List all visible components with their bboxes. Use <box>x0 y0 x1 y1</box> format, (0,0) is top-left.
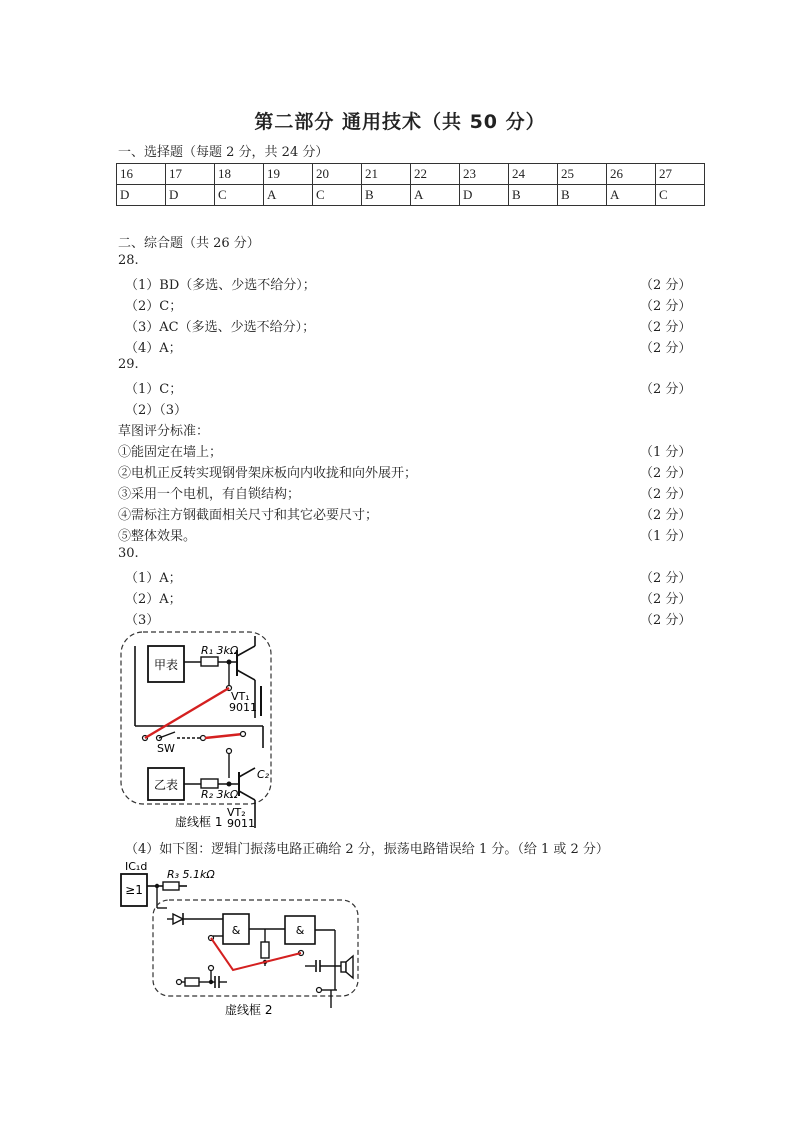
circuit-diagram-2 <box>115 858 365 1023</box>
vt1-label: VT₁ <box>231 690 250 703</box>
answer-line: （1）BD（多选、少选不给分）； <box>125 278 316 293</box>
answer-line: （1）C； <box>125 382 183 397</box>
score-label: （2 分） <box>640 571 692 586</box>
figure1-caption: 虚线框 1 <box>175 815 223 829</box>
answer-cell: A <box>411 185 460 206</box>
answer-line: 29. <box>118 357 139 372</box>
question-number: 21 <box>362 164 411 185</box>
question-number: 26 <box>607 164 656 185</box>
and-gate-2-label: & <box>295 924 305 937</box>
answer-cell: A <box>264 185 313 206</box>
red-wire <box>265 953 301 962</box>
answer-cell: D <box>117 185 166 206</box>
r1-label: R₁ 3kΩ <box>201 644 239 657</box>
section2-heading: 二、综合题（共 26 分） <box>118 236 260 251</box>
vt2-label: VT₂ <box>227 806 246 819</box>
score-label: （2 分） <box>640 466 692 481</box>
question-number: 27 <box>656 164 705 185</box>
score-label: （2 分） <box>640 341 692 356</box>
circuit-diagram-1 <box>115 628 285 833</box>
criteria-line: ③采用一个电机，有自锁结构； <box>118 487 301 502</box>
answer-line: 草图评分标准： <box>118 424 210 439</box>
vt1-model: 9011 <box>229 701 257 714</box>
answer-line: 30. <box>118 546 139 561</box>
answer-cell: B <box>558 185 607 206</box>
score-label: （2 分） <box>640 508 692 523</box>
score-label: （2 分） <box>640 278 692 293</box>
criteria-line: ①能固定在墙上； <box>118 445 223 460</box>
question-number-row <box>117 164 705 185</box>
section1-heading: 一、选择题（每题 2 分，共 24 分） <box>118 145 329 160</box>
score-label: （2 分） <box>640 613 692 628</box>
ic-label: IC₁d <box>125 860 148 873</box>
answer-line: （2）C； <box>125 299 183 314</box>
question-number: 25 <box>558 164 607 185</box>
answer-row <box>117 185 705 206</box>
score-label: （2 分） <box>640 592 692 607</box>
answer-table <box>116 163 705 206</box>
criteria-line: ④需标注方钢截面相关尺寸和其它必要尺寸； <box>118 508 379 523</box>
criteria-line: ②电机正反转实现钢骨架床板向内收拢和向外展开； <box>118 466 418 481</box>
score-label: （2 分） <box>640 487 692 502</box>
red-wire <box>205 734 243 738</box>
meter1-label: 甲表 <box>153 658 179 672</box>
answer-line: （3）AC（多选、少选不给分）； <box>125 320 316 335</box>
score-label: （2 分） <box>640 320 692 335</box>
score-label: （2 分） <box>640 299 692 314</box>
c2-label: C₂ <box>257 768 270 781</box>
meter2-label: 乙表 <box>153 778 179 792</box>
figure2-caption: 虚线框 2 <box>225 1003 273 1017</box>
answer-cell: D <box>460 185 509 206</box>
score-label: （1 分） <box>640 445 692 460</box>
question-number: 24 <box>509 164 558 185</box>
answer-line: （2）A； <box>125 592 182 607</box>
answer-line: 28. <box>118 253 139 268</box>
r3-label: R₃ 5.1kΩ <box>167 868 215 881</box>
question-number: 23 <box>460 164 509 185</box>
answer-cell: B <box>509 185 558 206</box>
answer-line: （4）A； <box>125 341 182 356</box>
page-title: 第二部分 通用技术（共 50 分） <box>254 111 546 133</box>
score-label: （2 分） <box>640 382 692 397</box>
answer-cell: C <box>656 185 705 206</box>
answer-line: （2）（3） <box>125 403 188 418</box>
question-number: 18 <box>215 164 264 185</box>
question-number: 16 <box>117 164 166 185</box>
answer-cell: B <box>362 185 411 206</box>
criteria-line: ⑤整体效果。 <box>118 529 197 544</box>
question-number: 19 <box>264 164 313 185</box>
q30-4-text: （4）如下图：逻辑门振荡电路正确给 2 分，振荡电路错误给 1 分。（给 1 或 2 分） <box>125 842 609 857</box>
question-number: 22 <box>411 164 460 185</box>
gate-label: ≥1 <box>125 883 143 897</box>
answer-cell: D <box>166 185 215 206</box>
answer-cell: C <box>215 185 264 206</box>
answer-line: （3） <box>125 613 160 628</box>
r2-label: R₂ 3kΩ <box>201 788 239 801</box>
score-label: （1 分） <box>640 529 692 544</box>
red-wire <box>145 688 229 738</box>
vt2-model: 9011 <box>227 817 255 830</box>
answer-line: （1）A； <box>125 571 182 586</box>
answer-cell: A <box>607 185 656 206</box>
question-number: 17 <box>166 164 215 185</box>
question-number: 20 <box>313 164 362 185</box>
and-gate-1-label: & <box>231 924 241 937</box>
answer-cell: C <box>313 185 362 206</box>
switch-label: SW <box>157 742 175 755</box>
